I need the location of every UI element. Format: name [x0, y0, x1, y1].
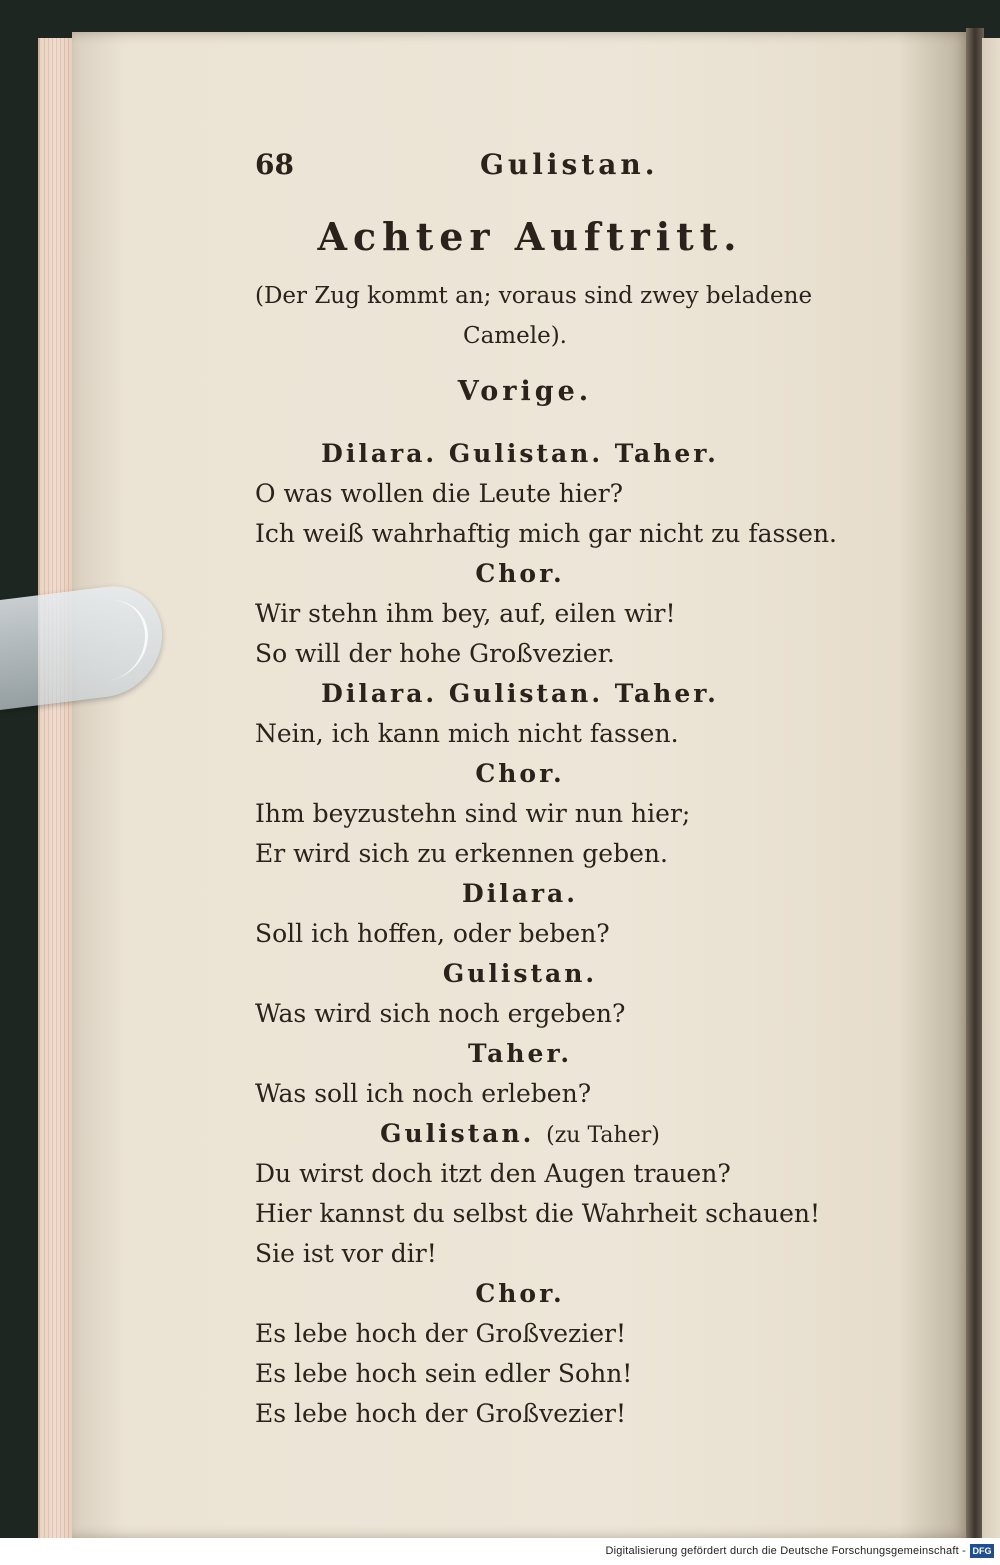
speaker-name: Dilara. Gulistan. Taher.	[321, 439, 719, 468]
verse-text: Du wirst doch itzt den Augen trauen?	[255, 1159, 731, 1188]
speaker-name: Chor.	[475, 1279, 565, 1308]
speaker-label	[255, 754, 905, 794]
verse-text: Wir stehn ihm bey, auf, eilen wir!	[255, 599, 676, 628]
running-head	[255, 140, 905, 190]
page-clip-highlight	[105, 596, 148, 681]
footer-bar	[0, 1538, 1000, 1565]
verse-line	[255, 1074, 905, 1114]
verse-text: Nein, ich kann mich nicht fassen.	[255, 719, 679, 748]
stage-direction-line1: (Der Zug kommt an; voraus sind zwey beladene	[255, 283, 813, 309]
speaker-label	[255, 434, 905, 474]
verse-text: Er wird sich zu erkennen geben.	[255, 839, 668, 868]
verse-line	[255, 634, 905, 674]
verse-text: Es lebe hoch sein edler Sohn!	[255, 1359, 633, 1388]
verse-line	[255, 794, 905, 834]
verse-line	[255, 994, 905, 1034]
speaker-name: Gulistan.	[380, 1119, 535, 1148]
verse-text: Ich weiß wahrhaftig mich gar nicht zu fassen.	[255, 519, 837, 548]
speaker-label	[255, 674, 905, 714]
stage-aside: (zu Taher)	[546, 1123, 660, 1148]
verse-line	[255, 514, 905, 554]
verse-line	[255, 1194, 905, 1234]
speaker-name: Chor.	[475, 759, 565, 788]
verse-text: Es lebe hoch der Großvezier!	[255, 1319, 627, 1348]
funding-credit: Digitalisierung gefördert durch die Deutsche Forschungsgemeinschaft -	[605, 1545, 966, 1557]
speaker-label	[255, 874, 905, 914]
verse-line	[255, 1154, 905, 1194]
verse-text: Ihm beyzustehn sind wir nun hier;	[255, 799, 691, 828]
page-number: 68	[255, 148, 294, 181]
verse-line	[255, 1234, 905, 1274]
speaker-name: Dilara. Gulistan. Taher.	[321, 679, 719, 708]
page-text	[255, 140, 905, 1434]
speaker-name: Dilara.	[462, 879, 578, 908]
speaker-name: Taher.	[467, 1039, 573, 1068]
speaker-label	[255, 954, 905, 994]
verse-text: O was wollen die Leute hier?	[255, 479, 624, 508]
verse-text: Was soll ich noch erleben?	[255, 1079, 592, 1108]
verse-line	[255, 714, 905, 754]
verse-text: Hier kannst du selbst die Wahrheit schauen!	[255, 1199, 821, 1228]
verse-text: So will der hohe Großvezier.	[255, 639, 615, 668]
speaker-label	[255, 554, 905, 594]
verse-line	[255, 594, 905, 634]
stage-direction-line2: Camele).	[463, 323, 567, 349]
speaker-label	[255, 1274, 905, 1314]
running-title: Gulistan.	[480, 148, 659, 181]
verse-line	[255, 834, 905, 874]
verse-line	[255, 914, 905, 954]
verse-text: Was wird sich noch ergeben?	[255, 999, 626, 1028]
speaker-name: Chor.	[475, 559, 565, 588]
verse-line	[255, 1394, 905, 1434]
scene-title: Achter Auftritt.	[317, 214, 743, 259]
section-head: Vorige.	[457, 376, 593, 407]
dfg-logo: DFG	[970, 1544, 994, 1558]
speaker-label	[255, 1034, 905, 1074]
verse-line	[255, 1354, 905, 1394]
verse-line	[255, 1314, 905, 1354]
dialogue-lines	[255, 434, 905, 1434]
verse-text: Es lebe hoch der Großvezier!	[255, 1399, 627, 1428]
verse-text: Sie ist vor dir!	[255, 1239, 437, 1268]
verse-text: Soll ich hoffen, oder beben?	[255, 919, 610, 948]
facing-page-edge	[982, 38, 1000, 1538]
verse-line	[255, 474, 905, 514]
stage-direction	[255, 276, 905, 356]
speaker-name: Gulistan.	[442, 959, 598, 988]
speaker-label	[255, 1114, 905, 1154]
